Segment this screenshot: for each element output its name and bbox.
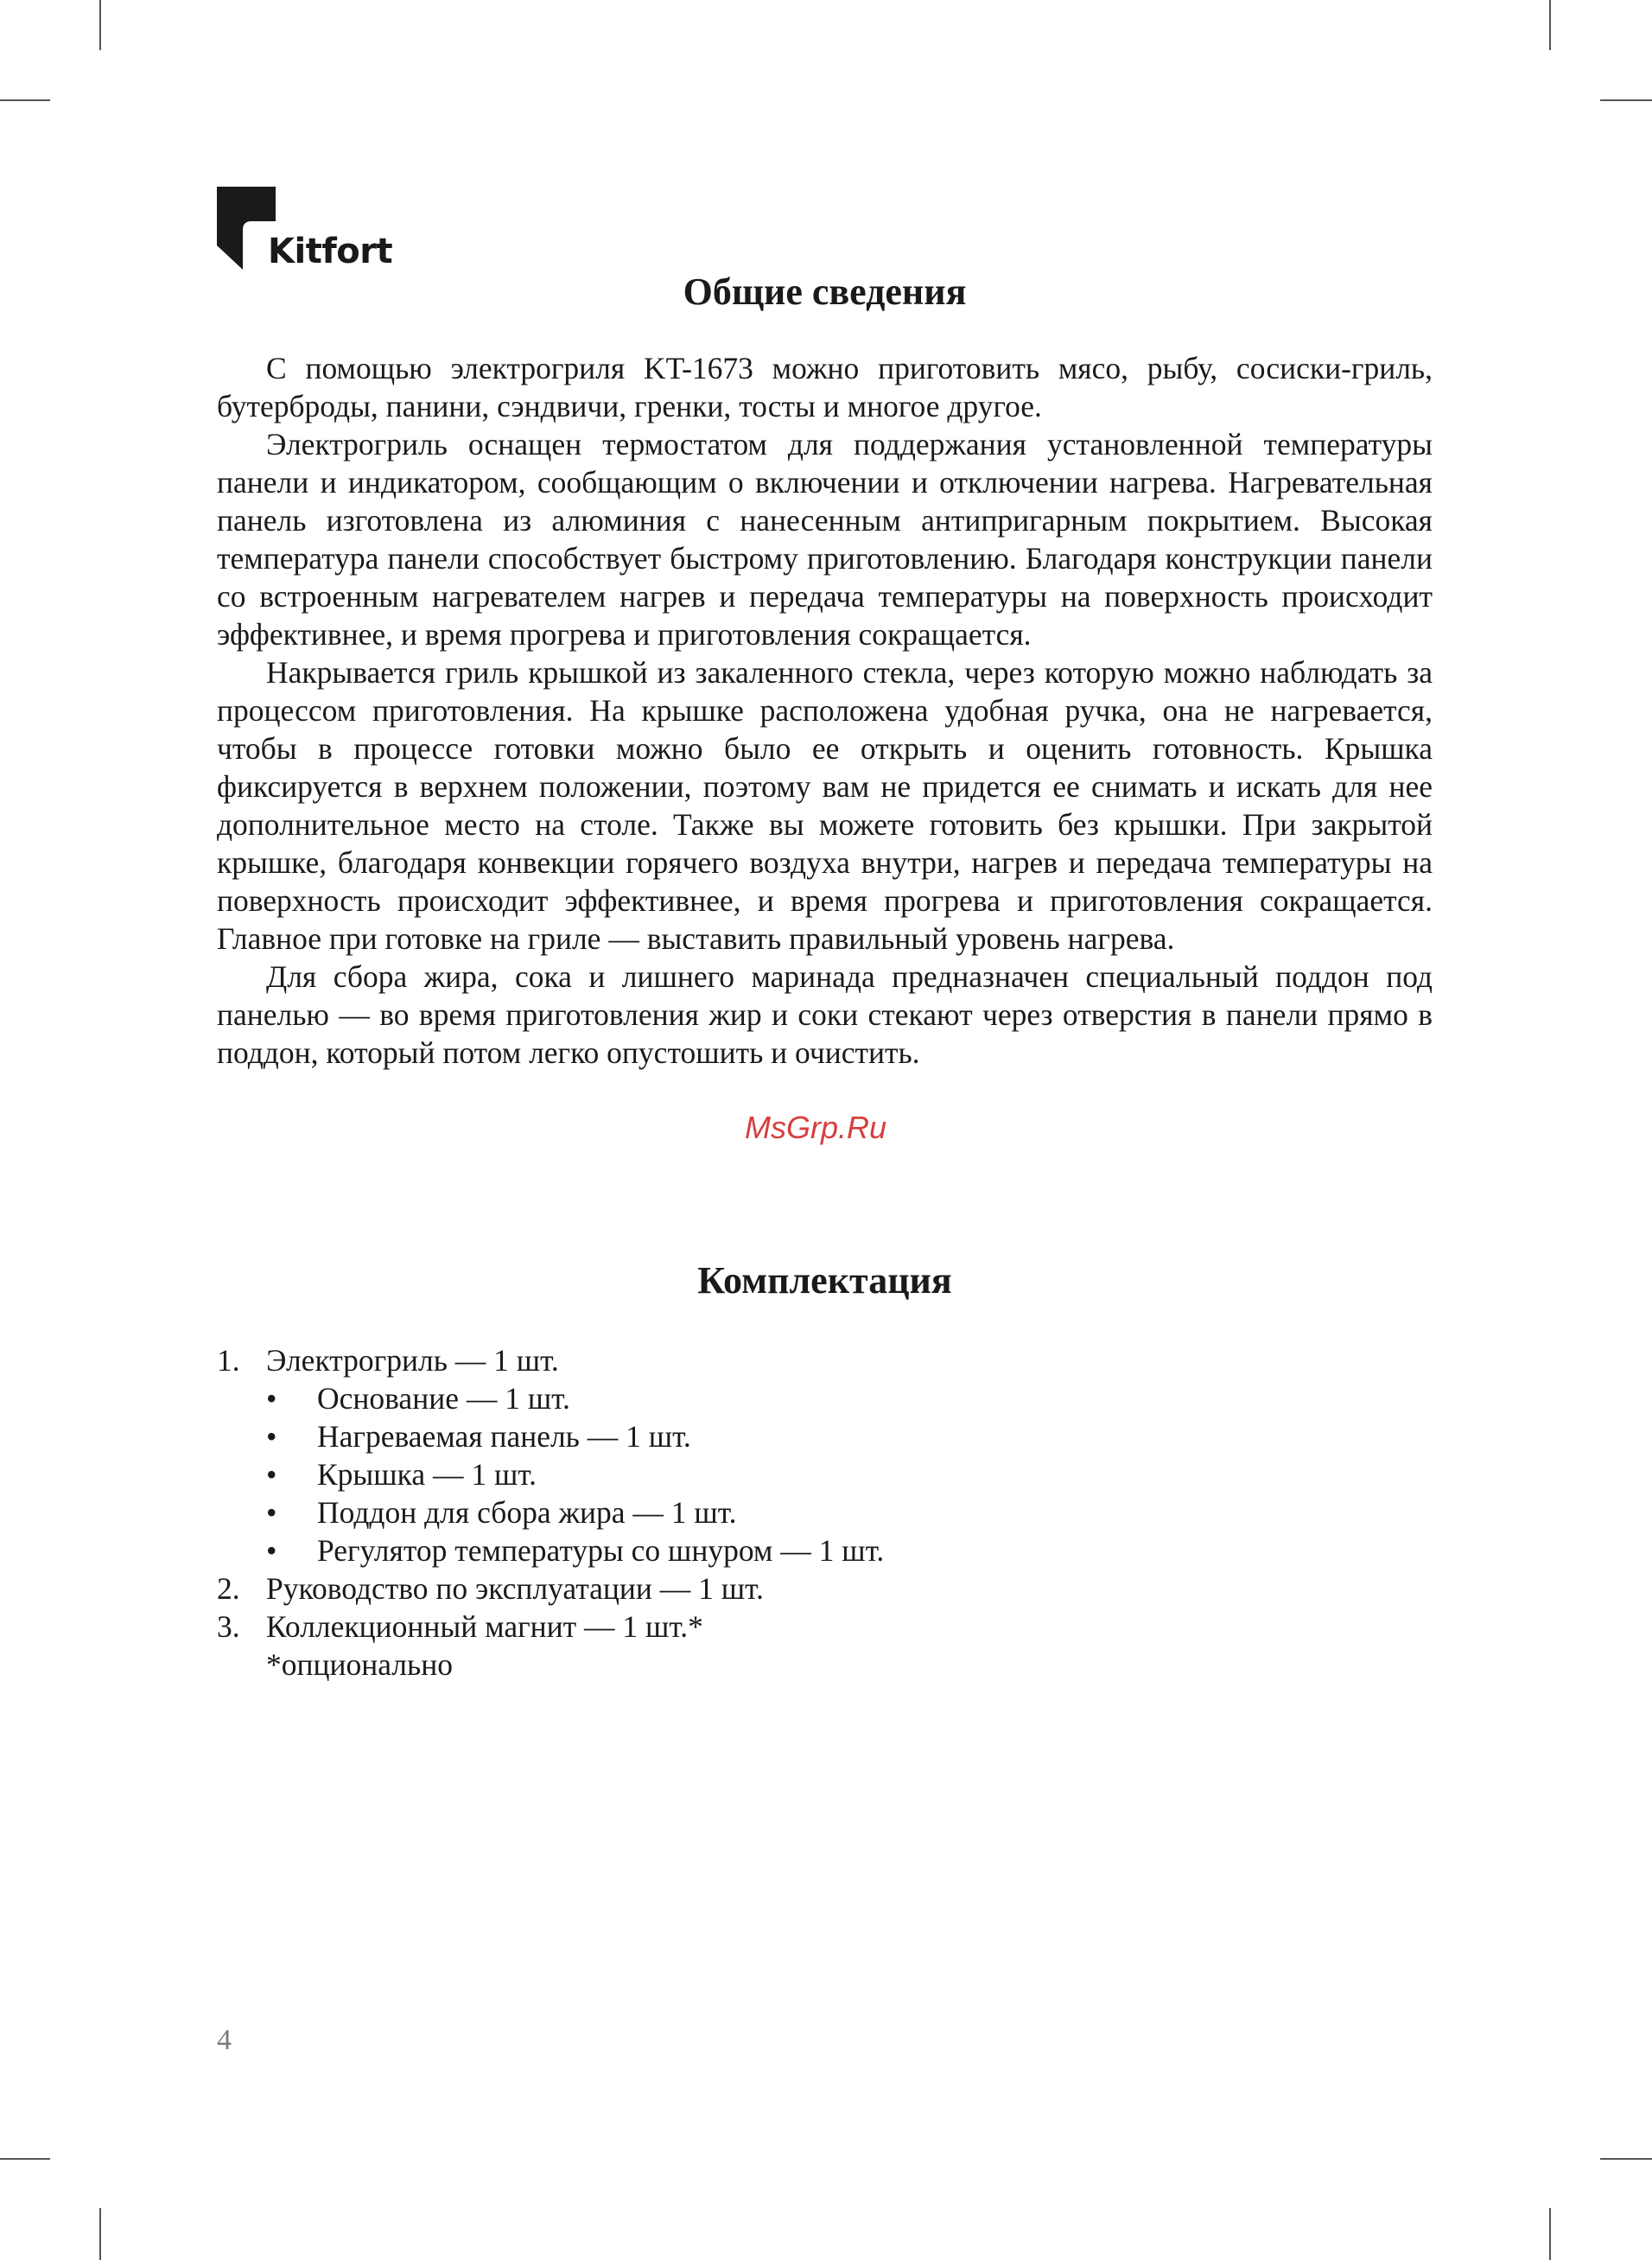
footnote-text: *опционально: [266, 1647, 453, 1682]
sub-list-item: [217, 1379, 1433, 1417]
bullet: •: [266, 1533, 277, 1568]
sub-list-text: Нагреваемая панель — 1 шт.: [317, 1419, 691, 1454]
sub-list-item: [217, 1531, 1433, 1569]
list-number: 3.: [217, 1609, 240, 1644]
crop-mark: [1600, 2158, 1652, 2160]
paragraph: С помощью электрогриля KT-1673 можно приготовить мясо, рыбу, сосиски-гриль, бутерброды, панини, сэндвичи, гренки, тосты и многое другое.: [217, 351, 1433, 423]
sub-list-item: [217, 1493, 1433, 1531]
list-text: Коллекционный магнит — 1 шт.*: [266, 1609, 703, 1644]
crop-mark: [1600, 99, 1652, 101]
crop-mark: [99, 2208, 101, 2260]
crop-mark: [1549, 0, 1551, 50]
brand-name: Kitfort: [268, 232, 393, 271]
bullet: •: [266, 1381, 277, 1416]
crop-mark: [0, 99, 50, 101]
sub-list-text: Регулятор температуры со шнуром — 1 шт.: [317, 1533, 885, 1568]
bullet: •: [266, 1457, 277, 1492]
section-title-general: Общие сведения: [683, 271, 967, 313]
paragraph: Накрывается гриль крышкой из закаленного стекла, через которую можно наблюдать за процессом приготовления. На крышке расположена удобная ручка, она не нагревается, чтобы в процессе готовки можно было ее открыть и оценить готовность. Крышка фиксируется в верхнем положении, поэтому вам не придется ее снимать и искать для нее дополнительное место на столе. Также вы можете готовить без крышки. При закрытой крышке, благодаря конвекции горячего воздуха внутри, нагрев и передача температуры на поверхность происходит эффективнее, и время прогрева и приготовления сокращается. Главное при готовке на гриле — выставить правильный уровень нагрева.: [217, 655, 1433, 956]
bullet: •: [266, 1419, 277, 1454]
sub-list-item: [217, 1455, 1433, 1493]
list-number: 2.: [217, 1571, 240, 1606]
contents-list: [217, 1341, 1433, 1684]
paragraph: Для сбора жира, сока и лишнего маринада предназначен специальный поддон под панелью — во время приготовления жир и соки стекают через отверстия в панели прямо в поддон, который потом легко опустошить и очистить.: [217, 959, 1433, 1070]
bullet: •: [266, 1495, 277, 1530]
crop-mark: [0, 2158, 50, 2160]
crop-mark: [99, 0, 101, 50]
paragraph: Электрогриль оснащен термостатом для поддержания установленной температуры панели и индикатором, сообщающим о включении и отключении нагрева. Нагревательная панель изготовлена из алюминия с нанесенным антипригарным покрытием. Высокая температура панели способствует быстрому приготовлению. Благодаря конструкции панели со встроенным нагревателем нагрев и передача температуры на поверхность происходит эффективнее, и время прогрева и приготовления сокращается.: [217, 427, 1433, 652]
list-text: Электрогриль — 1 шт.: [266, 1343, 559, 1378]
general-info-text: [217, 349, 1433, 1072]
sub-list-text: Поддон для сбора жира — 1 шт.: [317, 1495, 737, 1530]
watermark: MsGrp.Ru: [745, 1110, 887, 1145]
list-text: Руководство по эксплуатации — 1 шт.: [266, 1571, 764, 1606]
sub-list-text: Крышка — 1 шт.: [317, 1457, 537, 1492]
crop-mark: [1549, 2208, 1551, 2260]
page-number: 4: [217, 2024, 232, 2056]
sub-list-item: [217, 1417, 1433, 1455]
list-item: [217, 1341, 1433, 1379]
list-item: [217, 1607, 1433, 1646]
list-item: [217, 1569, 1433, 1607]
footnote: [217, 1646, 1433, 1684]
list-number: 1.: [217, 1343, 240, 1378]
section-title-contents: Комплектация: [697, 1259, 952, 1302]
sub-list-text: Основание — 1 шт.: [317, 1381, 570, 1416]
